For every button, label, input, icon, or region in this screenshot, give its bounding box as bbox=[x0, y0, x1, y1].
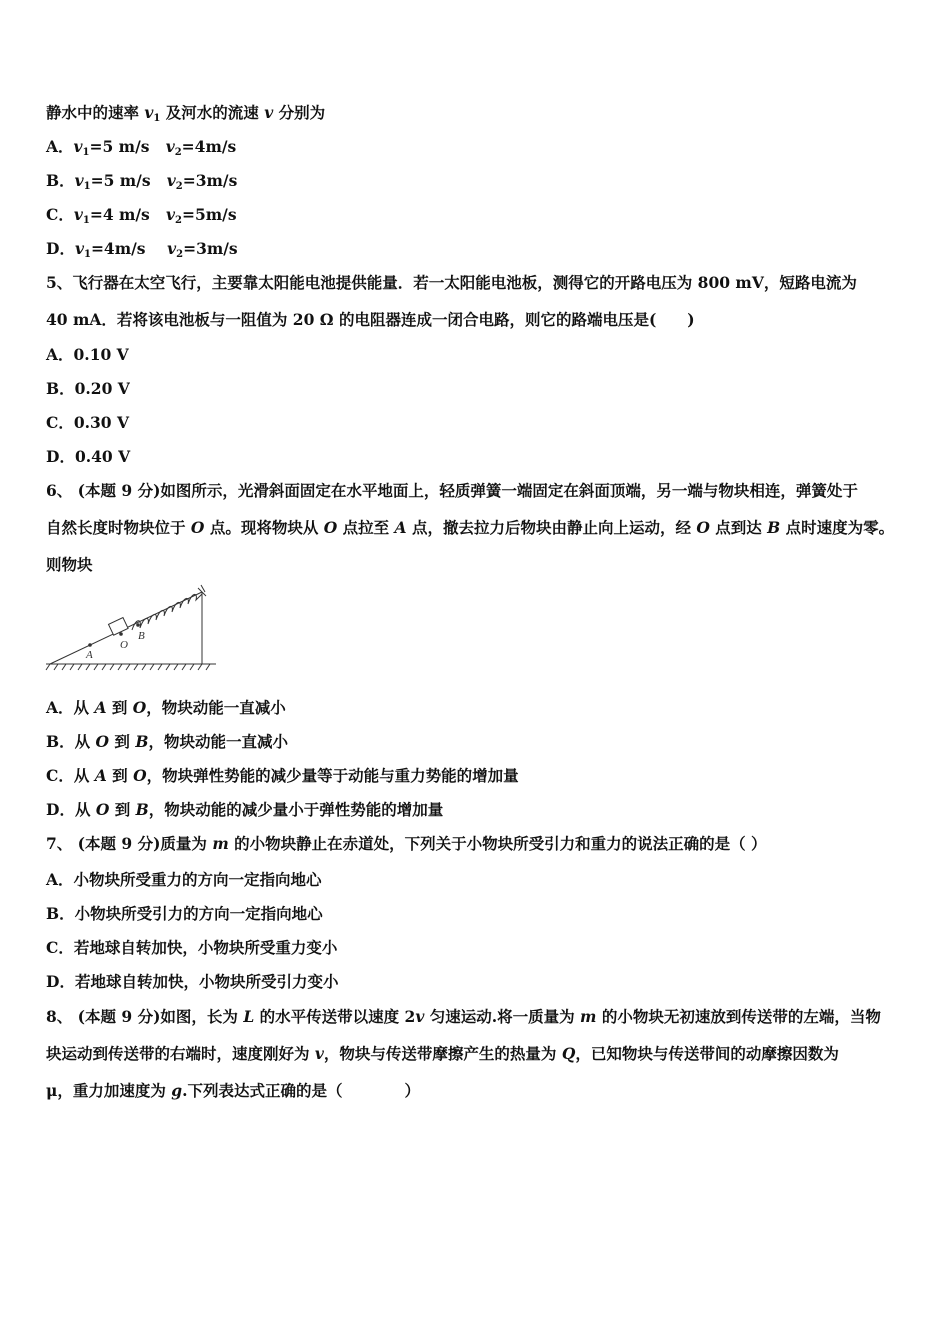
q6-stem-line1: 6、 (本题 9 分)如图所示，光滑斜面固定在水平地面上，轻质弹簧一端固定在斜面顶端，另一端与物块相连，弹簧处于 bbox=[46, 481, 858, 500]
point-a-marker bbox=[88, 643, 92, 647]
incline-spring-figure bbox=[44, 582, 224, 674]
q5-option-d[interactable]: D．0.40 V bbox=[46, 447, 131, 466]
q6-option-b[interactable]: B．从 O 到 B，物块动能一直减小 bbox=[46, 732, 288, 751]
q5-option-a[interactable]: A．0.10 V bbox=[46, 345, 129, 364]
q8-stem-line1: 8、 (本题 9 分)如图，长为 L 的水平传送带以速度 2v 匀速运动.将一质量为 m 的小物块无初速放到传送带的左端，当物 bbox=[46, 1007, 881, 1026]
q7-option-b[interactable]: B．小物块所受引力的方向一定指向地心 bbox=[46, 904, 323, 923]
q6-stem-line2: 自然长度时物块位于 O 点。现将物块从 O 点拉至 A 点，撤去拉力后物块由静止向上运动，经 O 点到达 B 点时速度为零。 bbox=[46, 518, 895, 537]
spring-coil bbox=[132, 594, 202, 630]
q7-option-d[interactable]: D．若地球自转加快，小物块所受引力变小 bbox=[46, 972, 339, 991]
q5-stem-line2: 40 mA．若将该电池板与一阻值为 20 Ω 的电阻器连成一闭合电路，则它的路端电压是( ) bbox=[46, 310, 695, 329]
q4-option-d[interactable]: D．$v_1=4m/s$ $v_2=3m/s$ bbox=[46, 239, 238, 260]
point-o-label: O bbox=[120, 639, 128, 651]
q7-stem: 7、 (本题 9 分)质量为 m 的小物块静止在赤道处，下列关于小物块所受引力和重力的说法正确的是（ ） bbox=[46, 834, 767, 853]
point-a-label: A bbox=[86, 649, 93, 661]
q5-option-b[interactable]: B．0.20 V bbox=[46, 379, 130, 398]
q8-stem-line3: μ，重力加速度为 g.下列表达式正确的是（ ） bbox=[46, 1081, 420, 1100]
q6-option-a[interactable]: A．从 A 到 O，物块动能一直减小 bbox=[46, 698, 286, 717]
q5-option-c[interactable]: C．0.30 V bbox=[46, 413, 130, 432]
q7-option-a[interactable]: A．小物块所受重力的方向一定指向地心 bbox=[46, 870, 322, 889]
q5-stem-line1: 5、飞行器在太空飞行，主要靠太阳能电池提供能量．若一太阳能电池板，测得它的开路电压为 800 mV，短路电流为 bbox=[46, 273, 857, 292]
q4-option-a[interactable]: A．$v_1=5$ m/s $v_2=4m/s$ bbox=[46, 137, 237, 158]
q4-option-c[interactable]: C．$v_1=4$ m/s $v_2=5m/s$ bbox=[46, 205, 237, 226]
point-b-marker bbox=[136, 623, 140, 627]
q6-stem-line3: 则物块 bbox=[46, 555, 93, 574]
point-o-marker bbox=[119, 632, 123, 636]
q6-option-d[interactable]: D．从 O 到 B，物块动能的减少量小于弹性势能的增加量 bbox=[46, 800, 444, 819]
q6-option-c[interactable]: C．从 A 到 O，物块弹性势能的减少量等于动能与重力势能的增加量 bbox=[46, 766, 519, 785]
q8-stem-line2: 块运动到传送带的右端时，速度刚好为 v，物块与传送带摩擦产生的热量为 Q，已知物块与传送带间的动摩擦因数为 bbox=[46, 1044, 839, 1063]
block bbox=[108, 618, 128, 636]
point-b-label: B bbox=[138, 630, 145, 642]
q4-stem: 静水中的速率 $v_1$ 及河水的流速 v 分别为 bbox=[46, 103, 326, 124]
ground-hatching bbox=[46, 664, 210, 670]
q4-option-b[interactable]: B．$v_1=5$ m/s $v_2=3m/s$ bbox=[46, 171, 238, 192]
q7-option-c[interactable]: C．若地球自转加快，小物块所受重力变小 bbox=[46, 938, 338, 957]
